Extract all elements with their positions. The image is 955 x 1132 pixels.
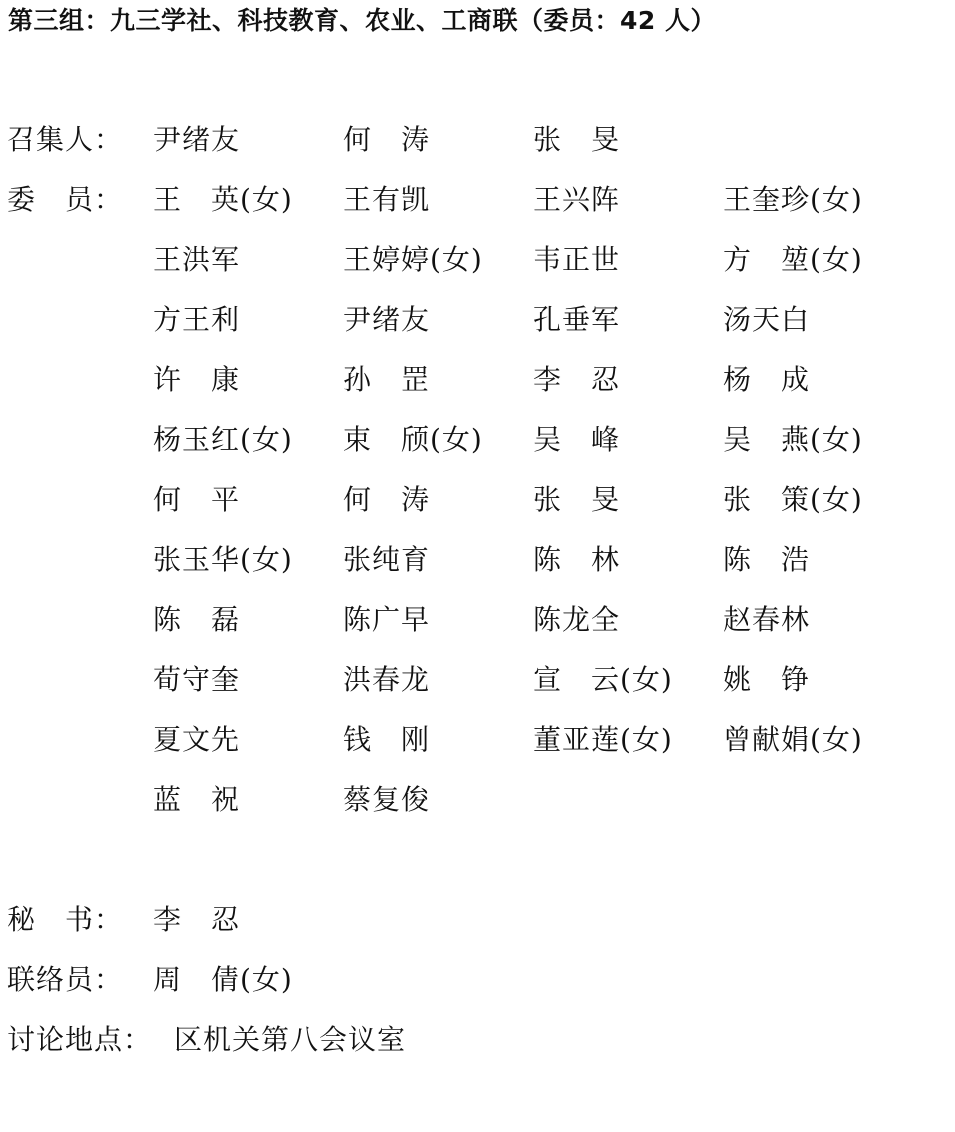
- member-name: 王洪军: [153, 243, 241, 276]
- secretary-name: 李 忍: [153, 903, 241, 936]
- member-name: 姚 铮: [723, 663, 811, 696]
- member-name: 张 旻: [533, 483, 621, 516]
- member-name: 孙 罡: [343, 363, 431, 396]
- secretary-label: 秘 书：: [7, 903, 124, 936]
- member-name: 陈广早: [343, 603, 431, 636]
- member-name: 蔡复俊: [343, 783, 431, 816]
- member-name: 宣 云(女): [533, 663, 673, 696]
- member-name: 王婷婷(女): [343, 243, 483, 276]
- convener-name: 尹绪友: [153, 123, 241, 156]
- member-name: 陈龙全: [533, 603, 621, 636]
- member-name: 王 英(女): [153, 183, 293, 216]
- convener-name: 何 涛: [343, 123, 431, 156]
- member-name: 陈 浩: [723, 543, 811, 576]
- liaison-name: 周 倩(女): [153, 963, 293, 996]
- member-name: 张纯育: [343, 543, 431, 576]
- member-name: 方王利: [153, 303, 241, 336]
- member-name: 王有凯: [343, 183, 431, 216]
- convener-name: 张 旻: [533, 123, 621, 156]
- liaison-label: 联络员：: [7, 963, 124, 996]
- member-name: 何 平: [153, 483, 241, 516]
- member-name: 曾献娟(女): [723, 723, 863, 756]
- member-name: 张玉华(女): [153, 543, 293, 576]
- member-name: 何 涛: [343, 483, 431, 516]
- member-name: 杨玉红(女): [153, 423, 293, 456]
- members-label: 委 员：: [7, 183, 124, 216]
- member-name: 尹绪友: [343, 303, 431, 336]
- member-name: 汤天白: [723, 303, 811, 336]
- member-name: 夏文先: [153, 723, 241, 756]
- member-name: 董亚莲(女): [533, 723, 673, 756]
- member-name: 洪春龙: [343, 663, 431, 696]
- location-value: 区机关第八会议室: [174, 1023, 407, 1056]
- member-name: 杨 成: [723, 363, 811, 396]
- member-name: 蓝 祝: [153, 783, 241, 816]
- location-label: 讨论地点：: [7, 1023, 153, 1056]
- member-name: 韦正世: [533, 243, 621, 276]
- member-name: 方 堃(女): [723, 243, 863, 276]
- member-name: 赵春林: [723, 603, 811, 636]
- member-name: 陈 林: [533, 543, 621, 576]
- member-name: 荀守奎: [153, 663, 241, 696]
- member-name: 孔垂军: [533, 303, 621, 336]
- member-name: 王兴阵: [533, 183, 621, 216]
- member-name: 许 康: [153, 363, 241, 396]
- member-name: 束 颀(女): [343, 423, 483, 456]
- convener-label: 召集人：: [7, 123, 124, 156]
- member-name: 钱 刚: [343, 723, 431, 756]
- member-name: 王奎珍(女): [723, 183, 863, 216]
- member-name: 吴 峰: [533, 423, 621, 456]
- member-name: 李 忍: [533, 363, 621, 396]
- member-name: 吴 燕(女): [723, 423, 863, 456]
- group-heading: 第三组：九三学社、科技教育、农业、工商联（委员：42 人）: [8, 6, 716, 35]
- member-name: 陈 磊: [153, 603, 241, 636]
- member-name: 张 策(女): [723, 483, 863, 516]
